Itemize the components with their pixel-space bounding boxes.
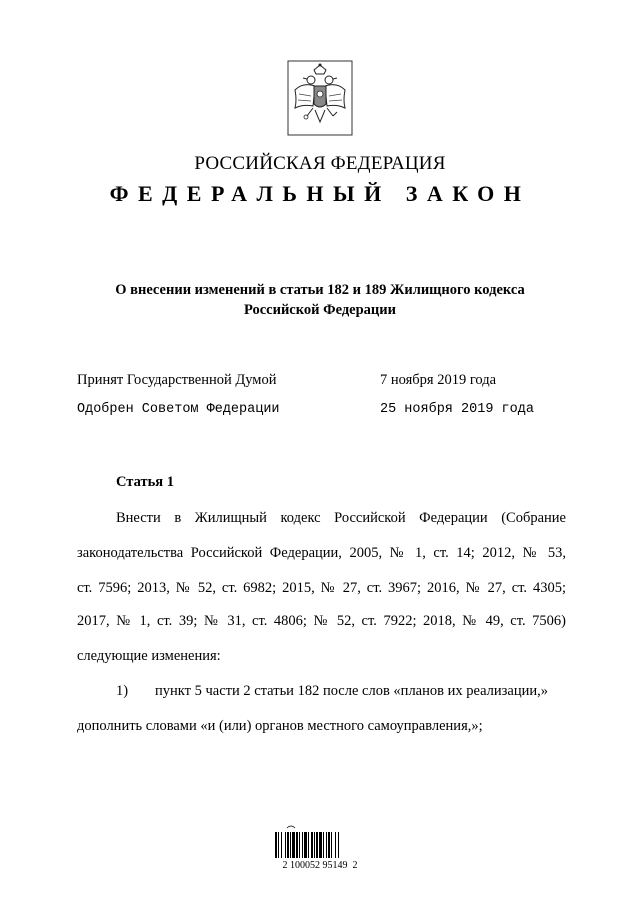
law-title: [0, 280, 640, 320]
law-title-line-2: Российской Федерации: [243, 302, 396, 318]
barcode-number: 2 100052 95149 2: [282, 860, 358, 871]
document-type: ФЕДЕРАЛЬНЫЙ ЗАКОН: [109, 181, 531, 206]
article-text-line: законодательства Российской Федерации, 2005, № 1, ст. 14; 2012, № 53,: [77, 545, 566, 561]
article-text-line: Внести в Жилищный кодекс Российской Федерации (Собрание: [116, 510, 566, 526]
duma-adoption-date: 7 ноября 2019 года: [380, 372, 497, 388]
item-number: 1): [116, 683, 129, 699]
article-text-line: 2017, № 1, ст. 39; № 31, ст. 4806; № 52, ст. 7922; 2018, № 49, ст. 7506): [77, 613, 566, 629]
barcode-icon: [273, 822, 365, 860]
law-title-line-1: О внесении изменений в статьи 182 и 189 Жилищного кодекса: [115, 282, 525, 298]
article-text-line: ст. 7596; 2013, № 52, ст. 6982; 2015, № 27, ст. 3967; 2016, № 27, ст. 4305;: [77, 580, 566, 596]
council-approval-label: Одобрен Советом Федерации: [77, 402, 280, 417]
country-name: РОССИЙСКАЯ ФЕДЕРАЦИЯ: [194, 153, 446, 174]
duma-adoption-label: Принят Государственной Думой: [77, 372, 277, 388]
article-heading: Статья 1: [116, 474, 174, 490]
coat-of-arms-icon: [287, 60, 353, 136]
item-text-continuation: дополнить словами «и (или) органов местного самоуправления,»;: [77, 718, 483, 734]
item-text: пункт 5 части 2 статьи 182 после слов «планов их реализации,»: [155, 683, 548, 699]
article-text-line: следующие изменения:: [77, 648, 221, 664]
council-approval-date: 25 ноября 2019 года: [380, 402, 534, 417]
